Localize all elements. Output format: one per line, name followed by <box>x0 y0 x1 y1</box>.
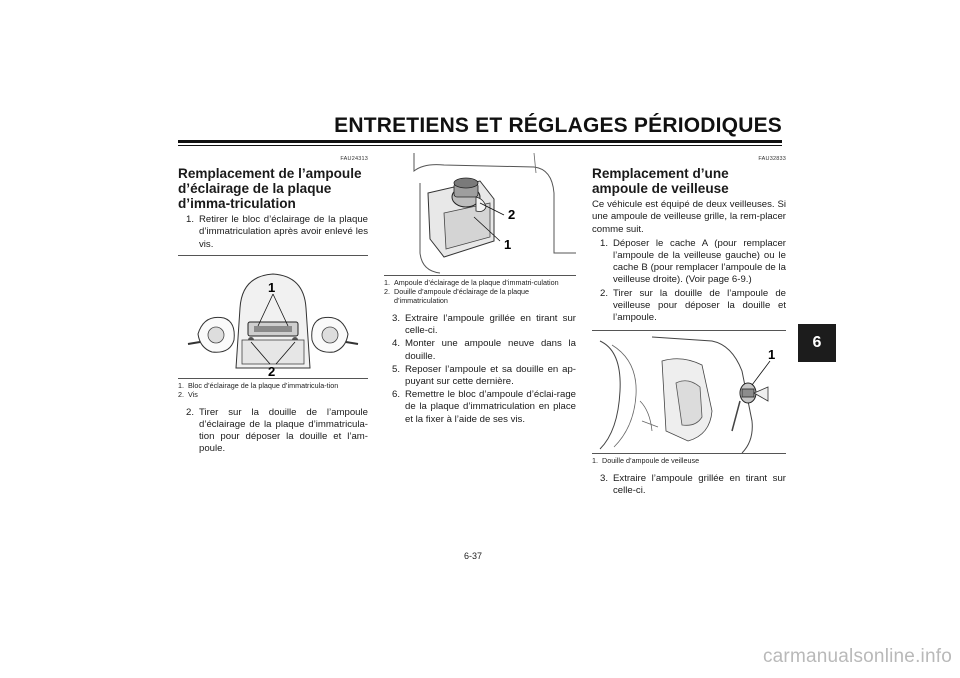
section-heading: Remplacement d’une ampoule de veilleuse <box>592 166 729 197</box>
step-item <box>592 473 786 497</box>
step-item <box>384 364 576 388</box>
figure-label-1: 1 <box>768 347 776 363</box>
step-text: Tirer sur la douille de l’ampoule d’éclairage de la plaque d’immatricula-tion pour déposer la douille et l’am-poule. <box>199 406 368 455</box>
step-text: Reposer l’ampoule et sa douille en ap-puyant sur cette dernière. <box>405 363 576 388</box>
caption-number: 1. <box>384 278 390 287</box>
step-number: 5. <box>392 363 401 375</box>
figure-label-1: 1 <box>504 237 512 252</box>
step-text: Monter une ampoule neuve dans la douille. <box>405 338 576 362</box>
caption-item <box>178 381 368 390</box>
caption-text: Vis <box>188 389 198 399</box>
header-rule-thick <box>178 140 782 143</box>
caption-item <box>592 456 786 465</box>
step-number: 3. <box>600 473 609 485</box>
caption-item <box>178 390 368 399</box>
step-text: Extraire l’ampoule grillée en tirant sur celle-ci. <box>613 473 786 497</box>
caption-number: 1. <box>592 456 598 466</box>
figure-label-1: 1 <box>268 279 276 295</box>
step-item <box>178 214 368 251</box>
caption-number: 2. <box>178 389 184 399</box>
step-text: Retirer le bloc d’éclairage de la plaque d’immatriculation après avoir enlevé les vis. <box>199 214 368 250</box>
chapter-tab[interactable]: 6 <box>798 324 836 362</box>
figure-position-bulb <box>592 330 786 454</box>
step-item <box>384 338 576 362</box>
right-column <box>592 153 786 499</box>
step-number: 6. <box>392 389 401 401</box>
header-rule-thin <box>178 145 782 146</box>
step-text: Extraire l’ampoule grillée en tirant sur celle-ci. <box>405 313 576 337</box>
intro-paragraph: Ce véhicule est équipé de deux veilleuses. Si une ampoule de veilleuse grille, la rem-placer comme suit. <box>592 199 786 235</box>
step-text: Déposer le cache A (pour remplacer l’ampoule de la veilleuse gauche) ou le cache B (pour remplacer l’ampoule de la veilleuse droite). (Voir page 6-9.) <box>613 237 786 286</box>
caption-text: Douille d’ampoule d’éclairage de la plaque d’immatriculation <box>394 287 530 305</box>
figure-plate-bulb <box>384 153 576 276</box>
step-number: 1. <box>186 214 195 226</box>
figure-label-2: 2 <box>268 363 276 379</box>
caption-text: Bloc d’éclairage de la plaque d’immatricula-tion <box>188 380 339 390</box>
section-code: FAU24313 <box>340 156 368 162</box>
figure-caption <box>592 456 786 465</box>
step-text: Tirer sur la douille de l’ampoule de veilleuse pour déposer la douille et l’ampoule. <box>613 287 786 324</box>
caption-number: 2. <box>384 287 390 296</box>
step-number: 1. <box>600 237 609 249</box>
caption-item <box>384 287 576 305</box>
step-number: 2. <box>600 287 609 299</box>
step-item <box>592 238 786 287</box>
step-number: 3. <box>392 313 401 324</box>
figure-plate-light <box>178 255 368 379</box>
middle-column <box>384 153 576 427</box>
figure-caption <box>384 278 576 305</box>
caption-item <box>384 278 576 287</box>
section-heading: Remplacement de l’ampoule d’éclairage de la plaque d’imma-triculation <box>178 166 362 212</box>
section-code: FAU32833 <box>758 156 786 162</box>
figure-label-2: 2 <box>508 207 516 222</box>
step-text: Remettre le bloc d’ampoule d’éclai-rage de la plaque d’immatriculation en place et la fixer à l’aide de ses vis. <box>405 389 576 425</box>
step-item <box>592 288 786 325</box>
step-item <box>384 313 576 337</box>
left-column <box>178 153 368 457</box>
caption-number: 1. <box>178 380 184 390</box>
caption-text: Ampoule d’éclairage de la plaque d’immatri-culation <box>394 278 559 287</box>
step-item <box>178 407 368 456</box>
page-title: ENTRETIENS ET RÉGLAGES PÉRIODIQUES <box>334 114 782 137</box>
watermark-text: carmanualsonline.info <box>762 646 952 667</box>
step-number: 4. <box>392 338 401 350</box>
caption-text: Douille d’ampoule de veilleuse <box>602 456 700 466</box>
step-list <box>384 313 576 426</box>
step-number: 2. <box>186 406 195 418</box>
figure-caption <box>178 381 368 399</box>
step-item <box>384 389 576 426</box>
page-number: 6-37 <box>464 551 483 561</box>
